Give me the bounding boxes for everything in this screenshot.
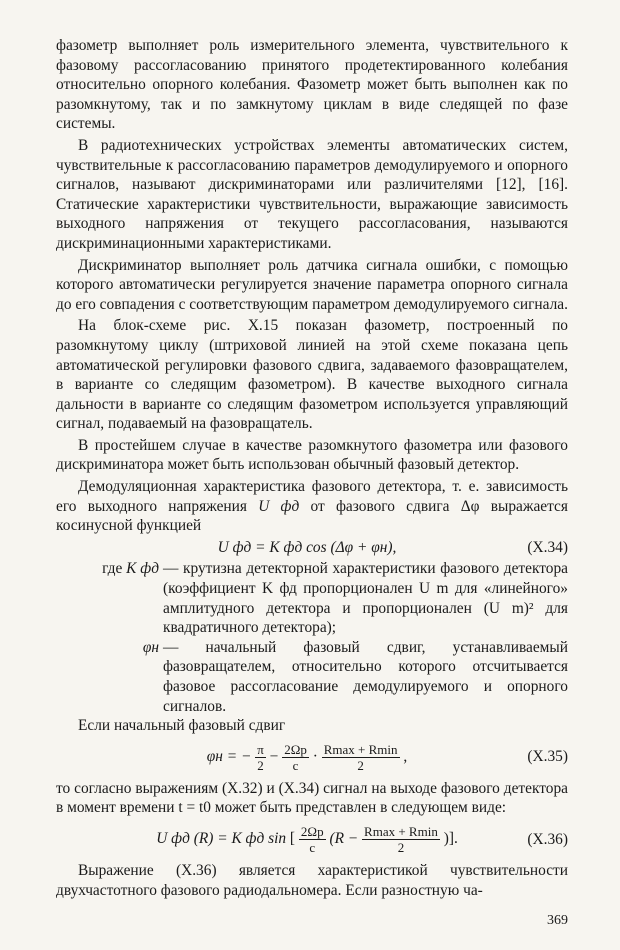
paragraph-7: Если начальный фазовый сдвиг bbox=[78, 717, 286, 735]
equation-x34 bbox=[56, 538, 568, 558]
paragraph-6a: Демодуляционная характеристика фазового детектора, т. е. зависимость его выходного напряжения bbox=[56, 478, 568, 515]
fraction-omega-c-2: $\frac{2\Omega p}{c}$ bbox=[300, 823, 324, 855]
paragraph-5: В простейшем случае в качестве разомкнутого фазометра или фазового дискриминатора может быть использован обычный фазовый детектор. bbox=[56, 436, 568, 474]
equation-x36-number: (X.36) bbox=[527, 830, 568, 848]
paragraph-6b: от фазового сдвига Δφ выражается косинусной функцией bbox=[56, 497, 568, 535]
fraction-omega-c: $\frac{2\Omega p}{c}$ bbox=[284, 741, 307, 773]
page-number: 369 bbox=[547, 913, 568, 928]
definition-phi-symbol: φн bbox=[142, 638, 159, 656]
equation-x36-body: U фд (R) = K фд sin [ $\frac{2\Omega p}{c}$ (R − $\frac{Rmax + Rmin}{2}$ )]. bbox=[156, 823, 458, 855]
definition-k-text: — крутизна детекторной характеристики фазового детектора (коэффициент K фд пропорционален U m для «линейного» амплитудного детектора и пропорционален (U m)² для квадратичного детектора); bbox=[163, 560, 568, 637]
symbol-u: U фд bbox=[258, 497, 300, 515]
fraction-pi-2: $\frac{\pi}{2}$ bbox=[257, 741, 264, 773]
equation-x36 bbox=[56, 824, 568, 855]
definition-k bbox=[56, 559, 568, 637]
paragraph-3: Дискриминатор выполняет роль датчика сигнала ошибки, с помощью которого автоматически регулируется значение параметра опорного сигнала до его совпадения с соответствующим параметром демодулируемого сигнала. bbox=[56, 256, 568, 313]
equation-x34-body: U фд = K фд cos (Δφ + φн), bbox=[217, 538, 397, 556]
equation-x35-number: (X.35) bbox=[527, 748, 568, 766]
equation-x34-number: (X.34) bbox=[527, 538, 568, 556]
fraction-r-sum: $\frac{Rmax + Rmin}{2}$ bbox=[323, 741, 398, 773]
equation-x35-body: φн = − $\frac{\pi}{2}$ − $\frac{2\Omega p}{c}$ · $\frac{Rmax + Rmin}{2}$ , bbox=[206, 741, 408, 773]
fraction-r-sum-2: $\frac{Rmax + Rmin}{2}$ bbox=[364, 823, 438, 855]
definition-k-symbol: где K фд bbox=[102, 560, 159, 578]
paragraph-1: фазометр выполняет роль измерительного элемента, чувствительного к фазовому рассогласованию принятого продетектированного колебания относительно опорного колебания. Фазометр может быть выполнен как по разомкнутому, так и по замкнутому циклам в виде следящей по фазе системы. bbox=[56, 37, 568, 133]
paragraph-9: Выражение (X.36) является характеристикой чувствительности двухчастотного фазового радиодальномера. Если разностную ча- bbox=[56, 861, 568, 899]
definition-phi-text: — начальный фазовый сдвиг, устанавливаемый фазовращателем, относительно которого отсчитывается фазовое рассогласование демодулируемого и опорного сигналов. bbox=[163, 638, 568, 715]
paragraph-6 bbox=[56, 477, 568, 536]
definition-phi bbox=[56, 638, 568, 716]
paragraph-4: На блок-схеме рис. X.15 показан фазометр, построенный по разомкнутому циклу (штриховой линией на этой схеме показана цепь автоматической регулировки фазового сдвига, задаваемого фазовращателем, в варианте со следящим фазометром). В качестве выходного сигнала дальности в варианте со следящим фазометром используется управляющий сигнал, подаваемый на фазовращатель. bbox=[56, 317, 568, 433]
paragraph-2: В радиотехнических устройствах элементы автоматических систем, чувствительные к рассогласованию параметров демодулируемого и опорного сигналов, называют дискриминаторами или различителями [12], [16]. Статические характеристики чувствительности, выражающие зависимость выходного напряжения от текущего рассогласования, называются дискриминационными характеристиками. bbox=[56, 136, 568, 252]
paragraph-8: то согласно выражениям (X.32) и (X.34) сигнал на выходе фазового детектора в момент времени t = t0 может быть представлен в следующем виде: bbox=[56, 779, 568, 817]
equation-x35 bbox=[56, 742, 568, 773]
